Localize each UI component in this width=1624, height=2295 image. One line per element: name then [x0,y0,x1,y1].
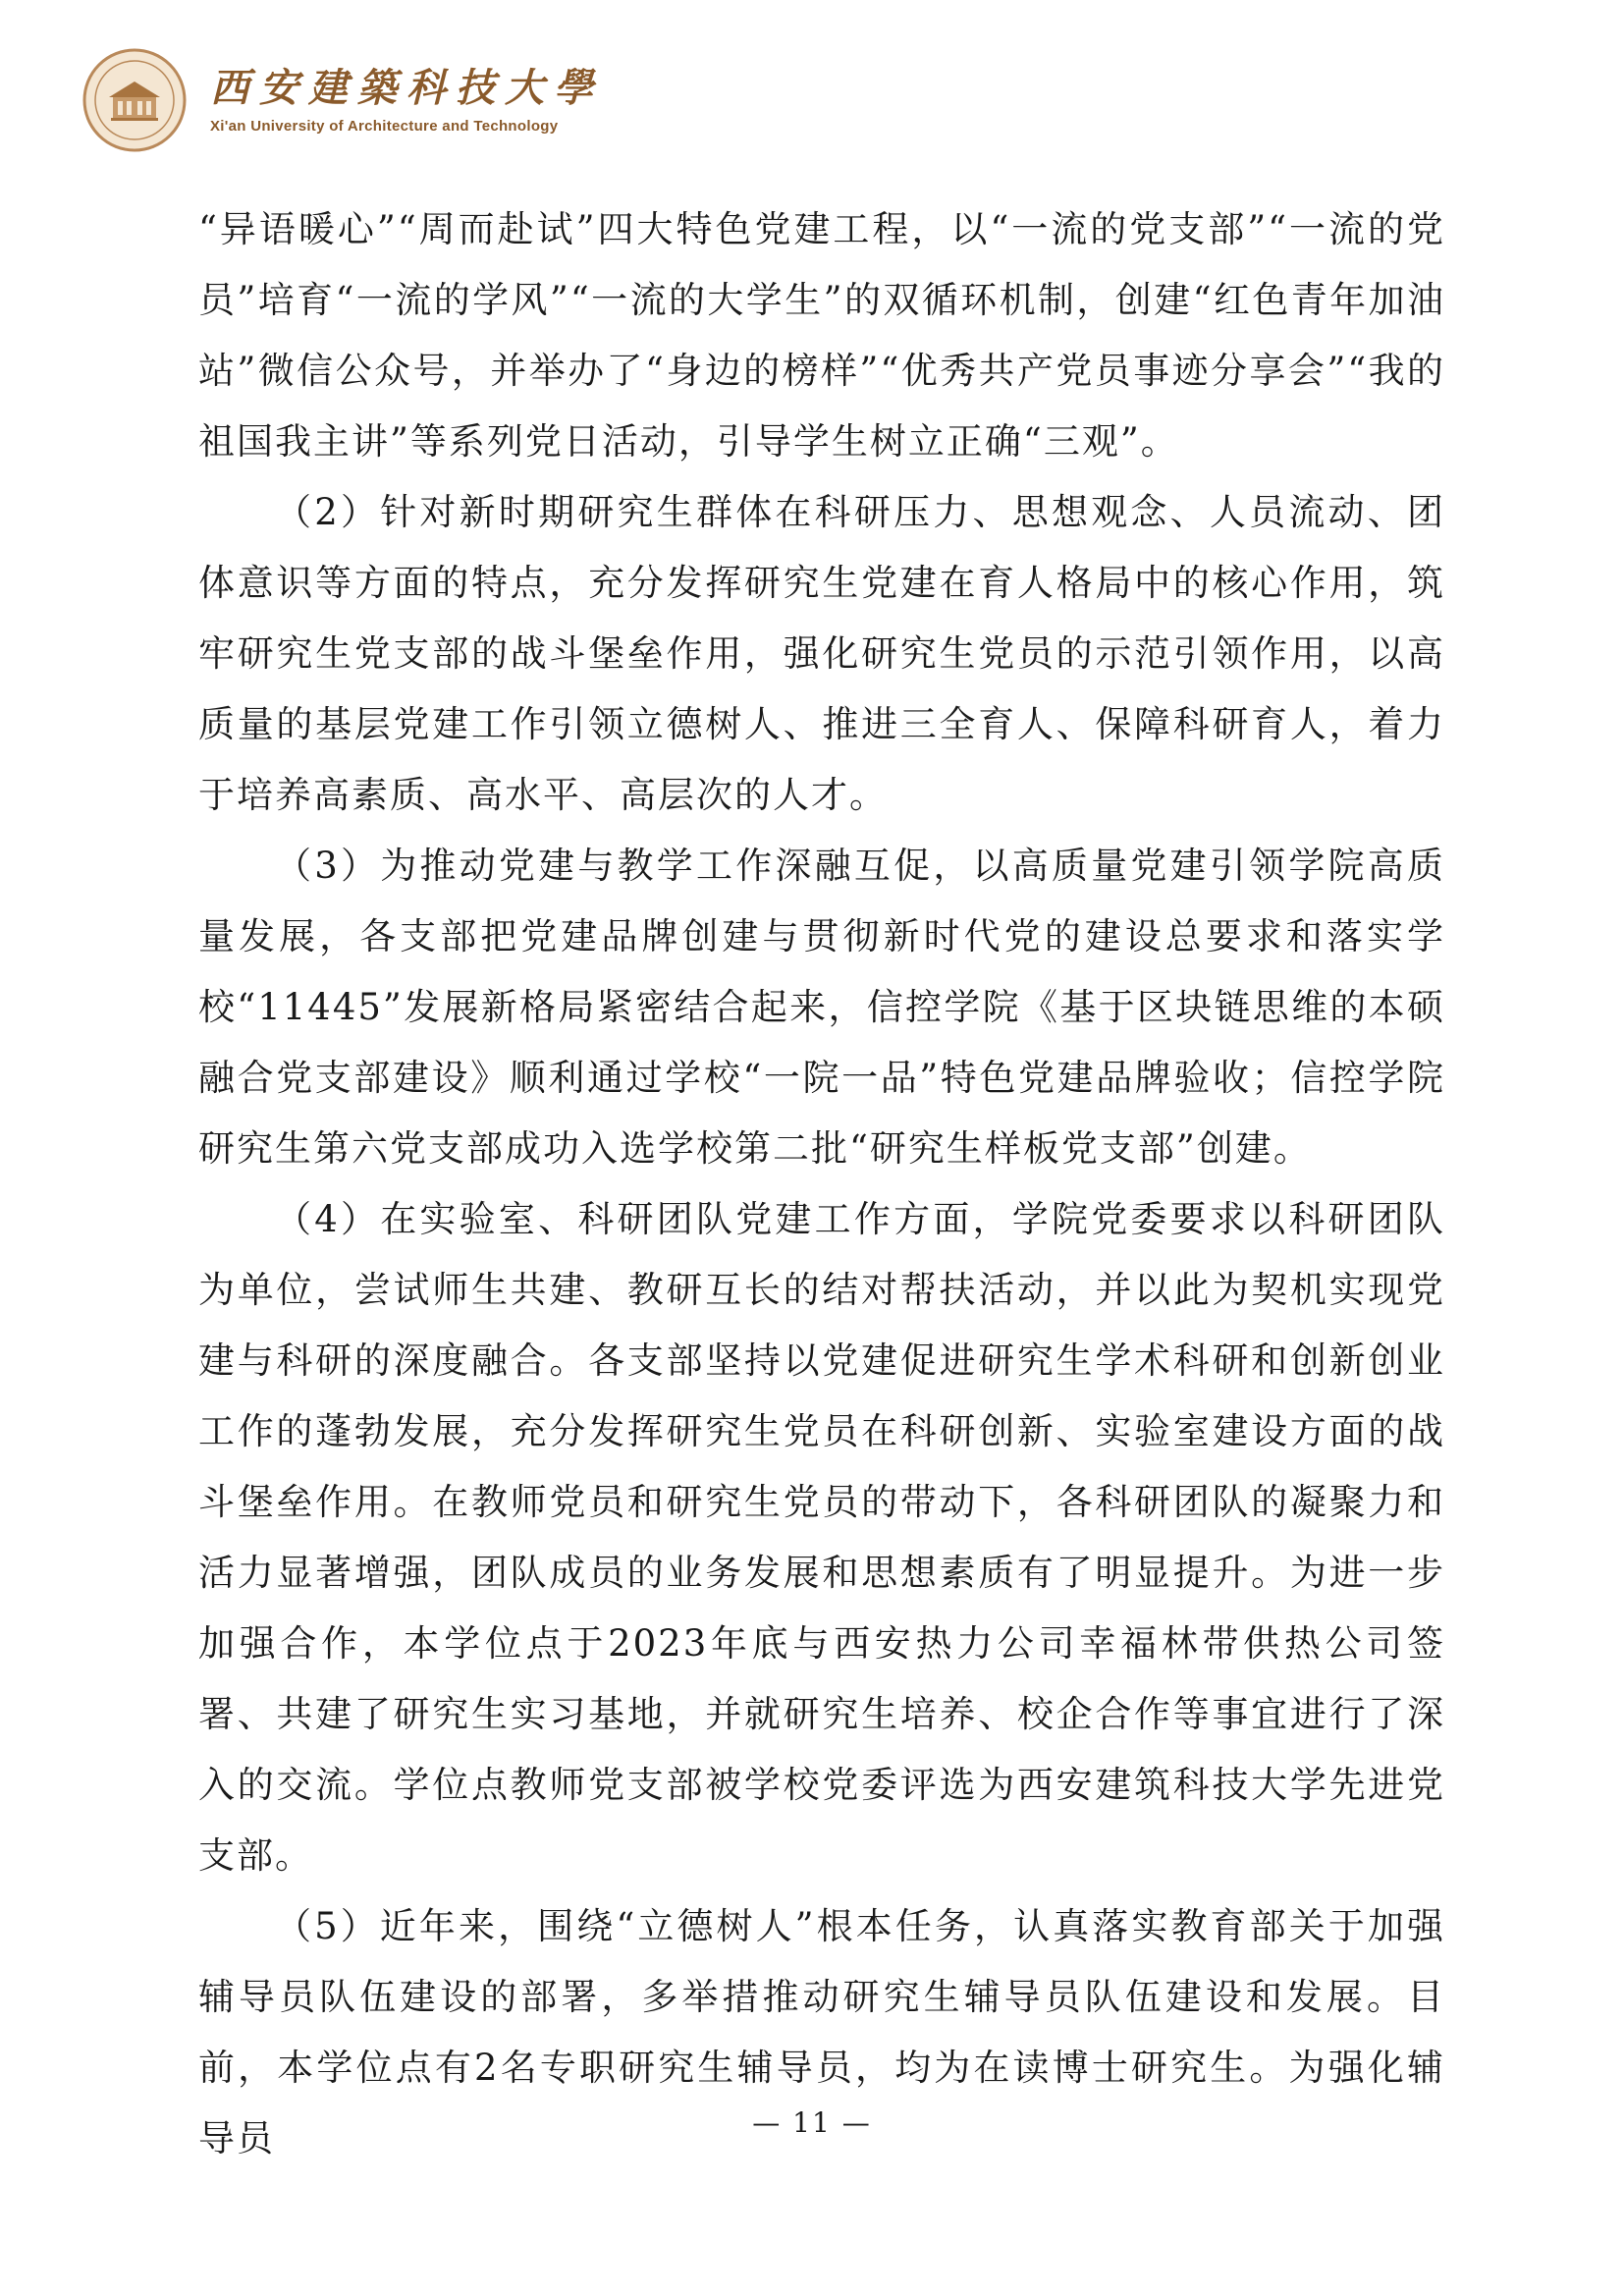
paragraph-item-2: （2）针对新时期研究生群体在科研压力、思想观念、人员流动、团体意识等方面的特点，充分发挥研究生党建在育人格局中的核心作用，筑牢研究生党支部的战斗堡垒作用，强化研究生党员的示范引领作用，以高质量的基层党建工作引领立德树人、推进三全育人、保障科研育人，着力于培养高素质、高水平、高层次的人才。 [198,491,1445,816]
document-body [198,194,1445,2174]
paragraph-item-4: （4）在实验室、科研团队党建工作方面，学院党委要求以科研团队为单位，尝试师生共建、教研互长的结对帮扶活动，并以此为契机实现党建与科研的深度融合。各支部坚持以党建促进研究生学术科研和创新创业工作的蓬勃发展，充分发挥研究生党员在科研创新、实验室建设方面的战斗堡垒作用。在教师党员和研究生党员的带动下，各科研团队的凝聚力和活力显著增强，团队成员的业务发展和思想素质有了明显提升。为进一步加强合作，本学位点于2023年底与西安热力公司幸福林带供热公司签署、共建了研究生实习基地，并就研究生培养、校企合作等事宜进行了深入的交流。学位点教师党支部被学校党委评选为西安建筑科技大学先进党支部。 [198,1198,1445,1877]
paragraph-item-5: （5）近年来，围绕“立德树人”根本任务，认真落实教育部关于加强辅导员队伍建设的部署，多举措推动研究生辅导员队伍建设和发展。目前，本学位点有2名专职研究生辅导员，均为在读博士研究生。为强化辅导员 [198,1905,1445,2159]
paragraph-item-3: （3）为推动党建与教学工作深融互促，以高质量党建引领学院高质量发展，各支部把党建品牌创建与贯彻新时代党的建设总要求和落实学校“11445”发展新格局紧密结合起来，信控学院《基于区块链思维的本硕融合党支部建设》顺利通过学校“一院一品”特色党建品牌验收；信控学院研究生第六党支部成功入选学校第二批“研究生样板党支部”创建。 [198,845,1445,1170]
university-seal-logo [82,48,187,152]
university-name-en: Xi'an University of Architecture and Technology [210,117,559,135]
page-header [82,45,603,155]
page-number: — 11 — [752,2106,872,2139]
paragraph-continued: “异语暖心”“周而赴试”四大特色党建工程，以“一流的党支部”“一流的党员”培育“一流的学风”“一流的大学生”的双循环机制，创建“红色青年加油站”微信公众号，并举办了“身边的榜样”“优秀共产党员事迹分享会”“我的祖国我主讲”等系列党日活动，引导学生树立正确“三观”。 [198,208,1445,463]
university-name-cn: 西安建築科技大學 [210,64,603,111]
university-brand [210,64,603,135]
